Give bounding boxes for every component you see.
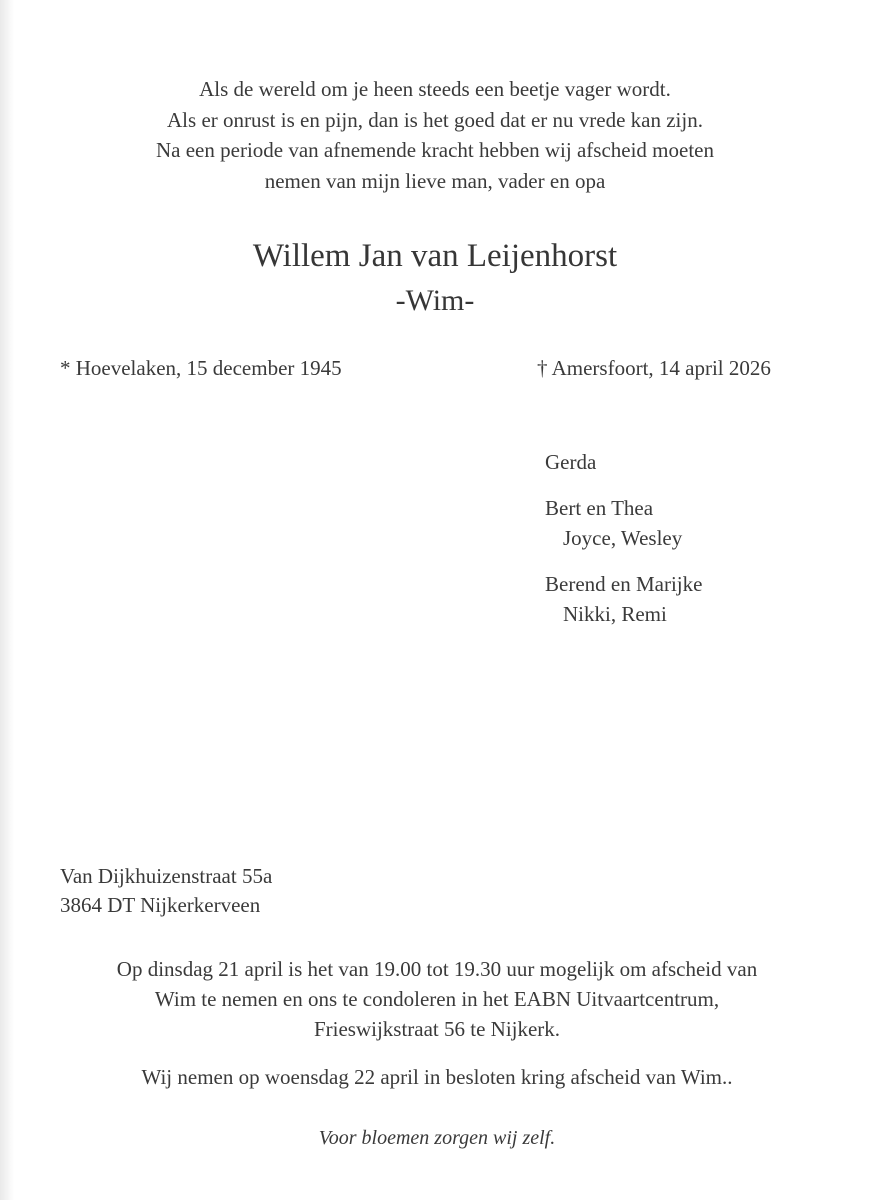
poem-line: Als er onrust is en pijn, dan is het goed dat er nu vrede kan zijn. [167, 107, 703, 132]
address-city: 3864 DT Nijkerkerveen [60, 893, 261, 917]
family-children: Nikki, Remi [563, 602, 667, 626]
family-spouse: Gerda [545, 450, 597, 474]
poem-line: Na een periode van afnemende kracht hebben wij afscheid moeten [156, 138, 714, 162]
poem-line: Als de wereld om je heen steeds een beetje vager wordt. [199, 77, 671, 101]
deceased-name: Willem Jan van Leijenhorst [252, 238, 618, 274]
ceremony-info [0, 954, 874, 1044]
ceremony-line: Frieswijkstraat 56 te Nijkerk. [313, 1017, 561, 1041]
family-parents: Berend en Marijke [545, 572, 703, 596]
ceremony-line: Op dinsdag 21 april is het van 19.00 tot 19.30 uur mogelijk om afscheid van [116, 957, 758, 981]
poem-line: nemen van mijn lieve man, vader en opa [264, 168, 606, 193]
flowers-note: Voor bloemen zorgen wij zelf. [318, 1127, 556, 1149]
family-group [545, 493, 702, 553]
correspondence-address [60, 862, 272, 920]
family-list [545, 447, 702, 645]
deceased-nickname: -Wim- [395, 284, 475, 317]
family-group [545, 569, 702, 629]
birth-info: * Hoevelaken, 15 december 1945 [60, 356, 342, 380]
address-street: Van Dijkhuizenstraat 55a [60, 864, 273, 888]
private-farewell: Wij nemen op woensdag 22 april in besloten kring afscheid van Wim.. [141, 1065, 733, 1089]
ceremony-line: Wim te nemen en ons te condoleren in het EABN Uitvaartcentrum, [154, 987, 720, 1011]
poem [0, 74, 870, 196]
family-children: Joyce, Wesley [563, 526, 683, 550]
family-parents: Bert en Thea [545, 496, 654, 520]
death-info: † Amersfoort, 14 april 2026 [537, 356, 771, 380]
